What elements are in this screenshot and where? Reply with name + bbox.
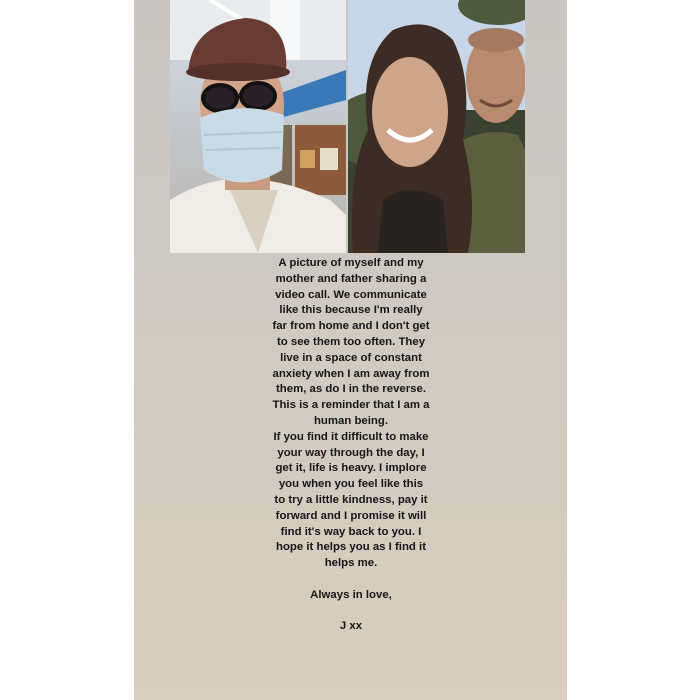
caption-spacer: [272, 604, 430, 620]
video-call-photo-parents: [348, 0, 525, 253]
caption-paragraph: A picture of myself and my mother and father sharing a video call. We communicate like this because I'm really far from home and I don't get to see them too often. They live in a space of constant anxiety when I am away from them, as do I in the reverse.: [272, 257, 430, 396]
self-photo-illustration: [170, 0, 346, 253]
caption-spacer: [272, 572, 430, 588]
instagram-story: [134, 0, 567, 700]
parents-photo-illustration: [348, 0, 525, 253]
video-call-photo-self: [170, 0, 346, 253]
caption-signature: J xx: [339, 620, 363, 633]
caption-paragraph: This is a reminder that I am a human being.: [272, 399, 430, 427]
caption-signoff: Always in love,: [310, 588, 392, 601]
story-caption: [272, 256, 430, 635]
caption-paragraph: If you find it difficult to make your way through the day, I get it, life is heavy. I implore you when you feel like this to try a little kindness, pay it forward and I promise it will find it's way back to you. I hope it helps you as I find it helps me.: [273, 430, 429, 570]
